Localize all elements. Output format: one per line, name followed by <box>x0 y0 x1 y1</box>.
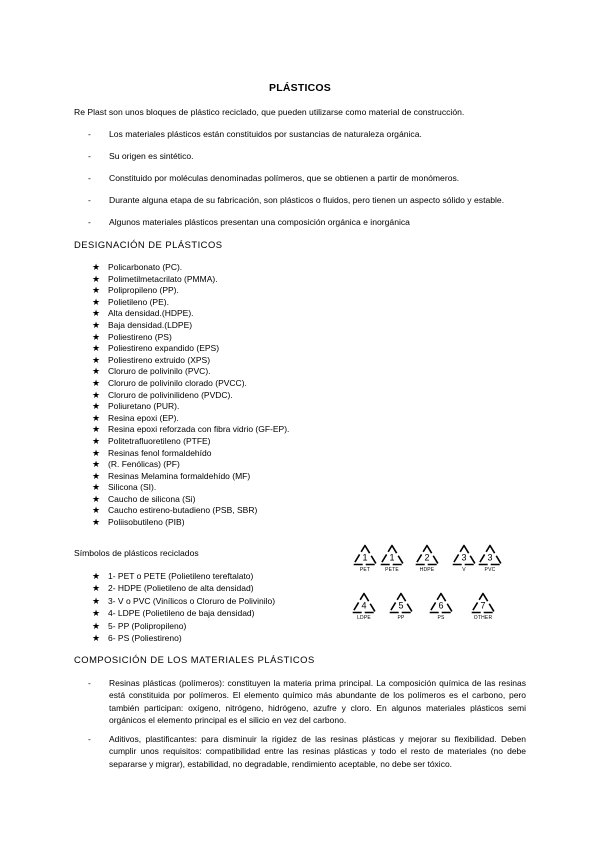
paragraph-text: Aditivos, plastificantes: para disminuir la rigidez de las resinas plásticas y mejorar su flexibilidad. Deben cumplir unos requisitos: compatibilidad entre las resinas plásticas y todo el resto de materiales (no debe separarse y migrar), estabilidad, no degradable, rendimiento aceptable, no debe ser tóxico. <box>109 734 526 769</box>
list-item <box>92 413 289 425</box>
list-item <box>92 390 289 402</box>
recycle-label: PETE <box>385 567 399 573</box>
list-item <box>92 366 289 378</box>
star-bullet-icon: ★ <box>92 319 101 330</box>
recycle-number: 1 <box>389 552 395 563</box>
list-item <box>88 195 504 217</box>
star-bullet-icon: ★ <box>92 401 101 412</box>
star-bullet-icon: ★ <box>92 377 101 388</box>
list-item-text: (R. Fenólicas) (PF) <box>108 459 180 470</box>
recycle-ps-icon <box>426 592 456 621</box>
list-item-text: Resina epoxi (EP). <box>108 412 179 423</box>
recycle-hdpe-icon <box>412 544 442 573</box>
dash-bullet: - <box>88 129 91 139</box>
list-item <box>92 401 289 413</box>
list-item <box>92 570 275 582</box>
dash-bullet: - <box>88 678 91 688</box>
list-item-text: Polietileno (PE). <box>108 296 169 307</box>
symbols-heading: Símbolos de plásticos reciclados <box>74 548 199 558</box>
recycle-label: HDPE <box>419 567 435 573</box>
recycle-number: 3 <box>487 552 493 563</box>
list-item <box>92 378 289 390</box>
list-item-text: Silicona (SI). <box>108 482 157 493</box>
star-bullet-icon: ★ <box>92 366 101 377</box>
star-bullet-icon: ★ <box>92 517 101 528</box>
symbols-list <box>92 570 275 644</box>
star-bullet-icon: ★ <box>92 447 101 458</box>
recycle-pete-icon <box>377 544 407 573</box>
list-item <box>92 297 289 309</box>
list-item-text: Cloruro de polivinilo clorado (PVCC). <box>108 377 247 388</box>
list-item-text: Politetrafluoretileno (PTFE) <box>108 435 211 446</box>
star-bullet-icon: ★ <box>92 389 101 400</box>
list-item <box>92 308 289 320</box>
star-bullet-icon: ★ <box>92 343 101 354</box>
list-item <box>92 494 289 506</box>
list-item <box>92 343 289 355</box>
list-item <box>92 285 289 297</box>
list-item <box>92 262 289 274</box>
star-bullet-icon: ★ <box>92 505 101 516</box>
list-item-text: Cloruro de polivinilideno (PVDC). <box>108 389 233 400</box>
list-item-text: Caucho de silicona (Si) <box>108 493 196 504</box>
list-item <box>92 471 289 483</box>
recycle-pet-icon <box>350 544 380 573</box>
list-item-text: Poliuretano (PUR). <box>108 401 180 412</box>
list-item-text: Policarbonato (PC). <box>108 262 183 272</box>
list-item <box>92 505 289 517</box>
recycle-label: PVC <box>484 567 496 573</box>
star-bullet-icon: ★ <box>92 435 101 446</box>
list-item-text: Resinas Melamina formaldehído (MF) <box>108 470 251 481</box>
list-item-text: Poliestireno extruido (XPS) <box>108 354 211 365</box>
star-bullet-icon: ★ <box>92 424 101 435</box>
list-item <box>88 151 504 173</box>
star-bullet-icon: ★ <box>92 632 101 643</box>
list-item <box>92 620 275 632</box>
list-item-text: 4- LDPE (Polietileno de baja densidad) <box>108 608 255 619</box>
recycle-number: 7 <box>480 600 486 611</box>
list-item-text: Cloruro de polivinilo (PVC). <box>108 366 211 377</box>
dash-bullet: - <box>88 217 91 227</box>
list-item <box>92 424 289 436</box>
recycle-number: 5 <box>398 600 404 611</box>
composition-paragraph <box>88 733 526 770</box>
dash-list <box>88 129 504 239</box>
dash-bullet: - <box>88 734 91 744</box>
list-item-text: Polipropileno (PP). <box>108 285 179 296</box>
list-item-text: Su origen es sintético. <box>109 151 194 161</box>
recycle-number: 3 <box>461 552 467 563</box>
star-bullet-icon: ★ <box>92 482 101 493</box>
list-item-text: 6- PS (Poliestireno) <box>108 632 182 643</box>
dash-bullet: - <box>88 173 91 183</box>
list-item-text: Los materiales plásticos están constituidos por sustancias de naturaleza orgánica. <box>109 129 422 139</box>
dash-bullet: - <box>88 151 91 161</box>
designation-heading: DESIGNACIÓN DE PLÁSTICOS <box>74 239 223 250</box>
list-item <box>92 332 289 344</box>
recycle-other-icon <box>468 592 498 621</box>
list-item-text: Poliestireno (PS) <box>108 331 172 342</box>
composition-heading: COMPOSICIÓN DE LOS MATERIALES PLÁSTICOS <box>74 654 315 665</box>
star-bullet-icon: ★ <box>92 571 101 581</box>
list-item-text: Baja densidad.(LDPE) <box>108 319 193 330</box>
list-item <box>92 355 289 367</box>
star-bullet-icon: ★ <box>92 308 101 319</box>
recycle-label: PET <box>359 567 371 573</box>
list-item-text: Caucho estireno-butadieno (PSB, SBR) <box>108 505 258 516</box>
list-item <box>92 459 289 471</box>
star-bullet-icon: ★ <box>92 459 101 470</box>
list-item <box>92 517 289 529</box>
list-item-text: Alta densidad.(HDPE). <box>108 308 194 319</box>
list-item <box>92 320 289 332</box>
star-bullet-icon: ★ <box>92 608 101 619</box>
list-item <box>92 274 289 286</box>
list-item-text: Poliestireno expandido (EPS) <box>108 343 220 354</box>
list-item-text: 3- V o PVC (Vinílicos o Cloruro de Polivinilo) <box>108 595 276 606</box>
recycle-number: 4 <box>361 600 367 611</box>
list-item <box>92 632 275 644</box>
star-bullet-icon: ★ <box>92 331 101 342</box>
star-bullet-icon: ★ <box>92 262 101 272</box>
list-item <box>92 448 289 460</box>
intro-text: Re Plast son unos bloques de plástico reciclado, que pueden utilizarse como material de construcción. <box>74 107 465 117</box>
recycle-label: PP <box>397 615 405 621</box>
star-bullet-icon: ★ <box>92 493 101 504</box>
star-bullet-icon: ★ <box>92 296 101 307</box>
star-bullet-icon: ★ <box>92 620 101 631</box>
list-item-text: Algunos materiales plásticos presentan una composición orgánica e inorgánica <box>109 217 410 227</box>
recycle-pp-icon <box>386 592 416 621</box>
star-bullet-icon: ★ <box>92 595 101 606</box>
star-bullet-icon: ★ <box>92 412 101 423</box>
star-bullet-icon: ★ <box>92 354 101 365</box>
list-item-text: 5- PP (Polipropileno) <box>108 620 187 631</box>
recycle-label: LDPE <box>357 615 371 621</box>
list-item <box>88 217 504 239</box>
recycle-pvc-icon <box>475 544 505 573</box>
page-title: PLÁSTICOS <box>269 82 331 94</box>
list-item <box>92 582 275 594</box>
recycle-ldpe-icon <box>349 592 379 621</box>
list-item-text: Poliisobutileno (PIB) <box>108 517 185 528</box>
recycle-label: V <box>462 567 466 573</box>
dash-bullet: - <box>88 195 91 205</box>
list-item <box>88 173 504 195</box>
recycle-number: 6 <box>438 600 444 611</box>
paragraph-text: Resinas plásticas (polímeros): constituyen la materia prima principal. La composición química de las resinas está constituida por polímeros. El elemento químico más abundante de los polímeros es el carbono, pero también participan: oxígeno, nitrógeno, hidrógeno, azufre y cloro. En algunos materiales plásticos semi orgánicos el elemento principal es el silicio en vez del carbono. <box>109 678 526 725</box>
recycle-label: OTHER <box>473 615 493 621</box>
list-item-text: Durante alguna etapa de su fabricación, son plásticos o fluidos, pero tienen un aspecto sólido y estable. <box>109 195 505 205</box>
designation-list <box>92 262 289 529</box>
star-bullet-icon: ★ <box>92 285 101 296</box>
list-item <box>92 436 289 448</box>
recycle-label: PS <box>437 615 445 621</box>
list-item-text: Polimetilmetacrilato (PMMA). <box>108 273 218 284</box>
list-item-text: 1- PET o PETE (Polietileno tereftalato) <box>108 571 254 581</box>
list-item <box>92 482 289 494</box>
list-item <box>92 607 275 619</box>
list-item <box>92 595 275 607</box>
composition-paragraph <box>88 677 526 726</box>
list-item-text: Resinas fenol formaldehído <box>108 447 212 458</box>
list-item-text: 2- HDPE (Polietileno de alta densidad) <box>108 583 254 594</box>
list-item <box>88 129 504 151</box>
star-bullet-icon: ★ <box>92 273 101 284</box>
star-bullet-icon: ★ <box>92 583 101 594</box>
recycle-number: 1 <box>362 552 368 563</box>
list-item-text: Constituido por moléculas denominadas polímeros, que se obtienen a partir de monómeros. <box>109 173 460 183</box>
recycle-number: 2 <box>424 552 430 563</box>
star-bullet-icon: ★ <box>92 470 101 481</box>
list-item-text: Resina epoxi reforzada con fibra vidrio (GF-EP). <box>108 424 290 435</box>
